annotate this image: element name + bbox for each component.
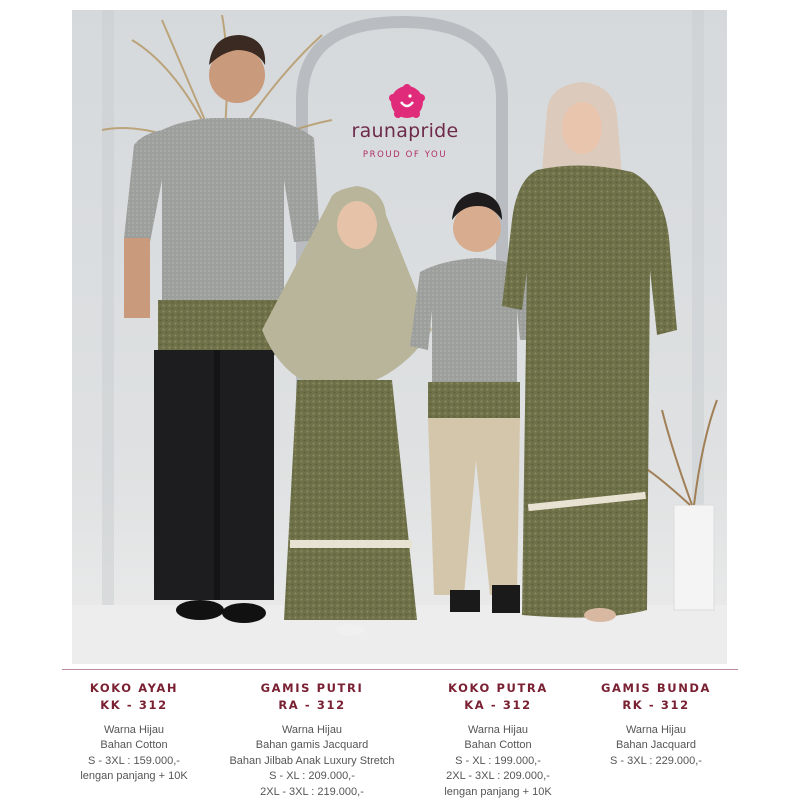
product-description: Warna Hijau Bahan Jacquard S - 3XL : 229.000,-: [610, 724, 702, 767]
product-koko-ayah: [66, 680, 202, 785]
product-title: KOKO PUTRA: [448, 681, 548, 695]
product-description: Warna Hijau Bahan Cotton S - 3XL : 159.000,- lengan panjang + 10K: [80, 724, 188, 783]
product-title: GAMIS BUNDA: [600, 681, 712, 695]
section-divider: [62, 669, 738, 670]
product-description: Warna Hijau Bahan gamis Jacquard Bahan Jilbab Anak Luxury Stretch S - XL : 209.000,- 2XL - 3XL : 219.000,-: [229, 724, 395, 798]
product-code: KK - 312: [100, 698, 168, 712]
product-gamis-bunda: [590, 680, 722, 769]
brand-tagline: PROUD OF YOU: [362, 150, 448, 160]
brand-name: raunapride: [351, 120, 459, 142]
product-gamis-putri: [212, 680, 412, 800]
product-photo: [72, 10, 727, 664]
product-code: RA - 312: [278, 698, 346, 712]
product-description: Warna Hijau Bahan Cotton S - XL : 199.000,- 2XL - 3XL : 209.000,- lengan panjang + 10K: [444, 724, 552, 798]
product-code: KA - 312: [464, 698, 532, 712]
product-koko-putra: [428, 680, 568, 800]
family-outfit-illustration: [72, 10, 727, 664]
product-code: RK - 312: [622, 698, 690, 712]
product-title: GAMIS PUTRI: [260, 681, 364, 695]
product-title: KOKO AYAH: [89, 681, 179, 695]
